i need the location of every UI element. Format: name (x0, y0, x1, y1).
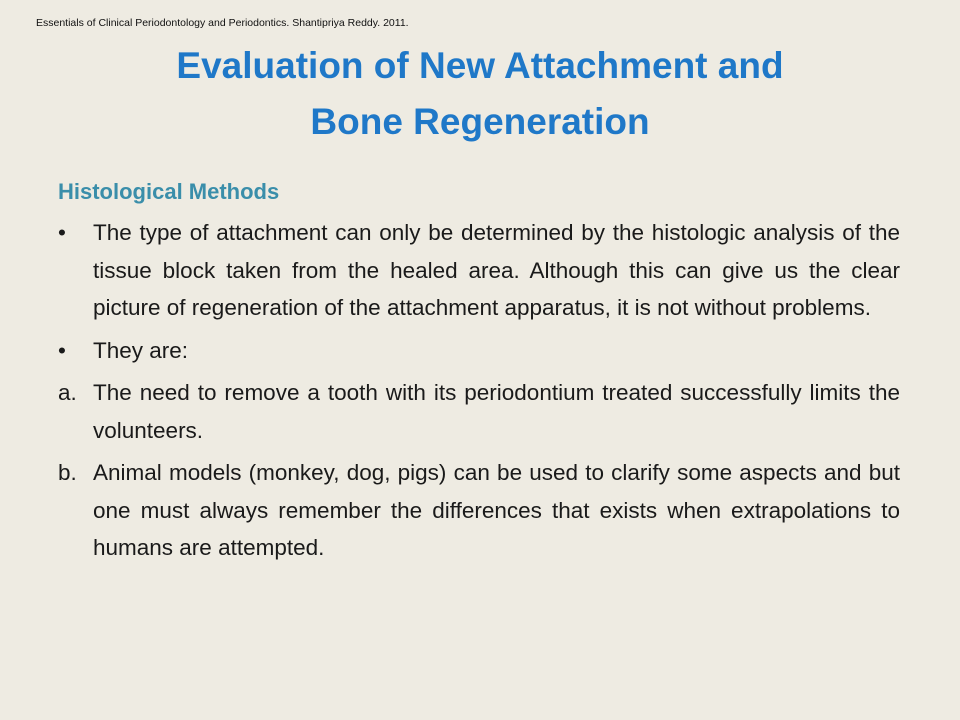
slide-title-line-1: Evaluation of New Attachment and (176, 45, 784, 86)
citation: Essentials of Clinical Periodontology and Periodontics. Shantipriya Reddy. 2011. (36, 17, 409, 29)
bullet-marker: • (58, 220, 66, 245)
slide-title (80, 38, 880, 150)
list-item (58, 454, 900, 567)
slide-title-line-2: Bone Regeneration (310, 101, 650, 142)
section-heading: Histological Methods (58, 179, 280, 204)
slide-body (58, 177, 900, 572)
bullet-text: They are: (93, 337, 189, 363)
list-item (58, 374, 900, 449)
list-item-text: The need to remove a tooth with its periodontium treated successfully limits the volunteers. (93, 380, 900, 443)
bullet-item (58, 332, 900, 370)
bullet-item (58, 214, 900, 327)
list-marker: a. (58, 380, 77, 405)
bullet-text: The type of attachment can only be determined by the histologic analysis of the tissue block taken from the healed area. Although this can give us the clear picture of regeneration of the attachment apparatus, it is not without problems. (93, 220, 900, 320)
bullet-marker: • (58, 337, 66, 363)
list-marker: b. (58, 460, 77, 485)
list-item-text: Animal models (monkey, dog, pigs) can be used to clarify some aspects and but one must always remember the differences that exists when extrapolations to humans are attempted. (93, 460, 900, 560)
